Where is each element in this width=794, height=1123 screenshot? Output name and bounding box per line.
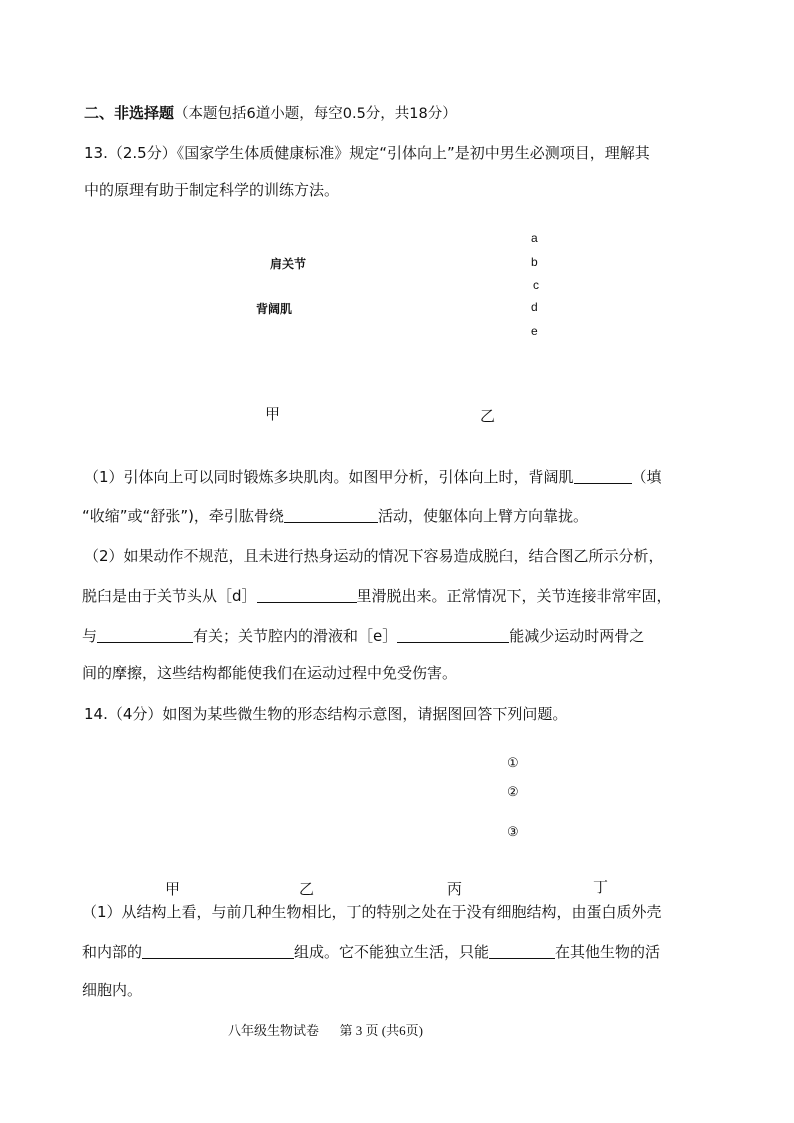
blank-parasitic[interactable] [489,944,555,959]
page-footer [228,1020,423,1039]
section-heading [84,106,457,122]
label-shoulder-joint: 肩关节 [270,257,307,271]
mold-label-3: ③ [507,824,519,839]
q13-p2-text-c2: 有关；关节腔内的滑液和［e］ [193,627,398,645]
q14-p1-line3: 细胞内。 [82,981,143,999]
section-note: （本题包括6道小题，每空0.5分，共18分） [174,106,457,122]
blank-pivot[interactable] [284,508,378,523]
blank-cartilage[interactable] [397,628,509,643]
section-title: 二、非选择题 [84,104,175,122]
q13-p1-line1 [84,469,662,485]
q14-stem: 14.（4分）如图为某些微生物的形态结构示意图，请据图回答下列问题。 [84,705,568,723]
q13-p2-text-c3: 能减少运动时两骨之 [509,627,645,645]
pullup-figure [298,224,396,390]
mold-label-2: ② [507,784,519,799]
phage-drawing [572,764,624,862]
yeast-drawing [278,777,330,853]
q13-p1-text-b: （填 [631,468,662,486]
q13-p2-line1: （2）如果动作不规范，且未进行热身运动的情况下容易造成脱臼，结合图乙所示分析， [84,547,664,565]
q13-p2-text-b2: 里滑脱出来。正常情况下，关节连接非常牢固， [356,587,672,605]
q13-p1-text-d: 活动，使躯体向上臂方向靠拢。 [377,507,588,525]
caption-microbe-bing: 丙 [447,880,463,898]
q13-p1-text-c: “收缩”或“舒张”)，牵引肱骨绕 [82,507,284,525]
label-c: c [533,278,539,292]
mold-label-1: ① [507,755,519,770]
q14-p1-line1: （1）从结构上看，与前几种生物相比，丁的特别之处在于没有细胞结构，由蛋白质外壳 [82,903,662,921]
q13-p2-line2 [82,588,672,604]
bacterium-drawing [119,786,233,865]
footer-subject: 八年级生物试卷 [228,1023,320,1038]
q13-stem-line2: 中的原理有助于制定科学的训练方法。 [84,181,340,199]
q13-stem-line1: 13.（2.5分）《国家学生体质健康标准》规定“引体向上”是初中男生必测项目，理解其 [84,144,650,162]
caption-jia: 甲 [265,405,281,423]
blank-joint-socket[interactable] [257,588,357,603]
footer-page-number: 第 3 页 (共6页) [339,1023,423,1038]
q13-p2-line3 [82,628,644,644]
label-latissimus: 背阔肌 [256,302,293,316]
label-e: e [531,324,538,338]
label-d: d [531,300,538,314]
caption-microbe-jia: 甲 [165,880,181,898]
label-a: a [531,231,538,245]
lat-leader [298,296,320,306]
caption-microbe-ding: 丁 [593,878,609,896]
mold-drawing [388,750,505,855]
label-b: b [531,255,538,269]
q14-p1-text-b2: 组成。它不能独立生活，只能 [294,943,490,961]
blank-lat-action[interactable] [574,469,632,484]
q14-p1-text-b1: 和内部的 [82,943,143,961]
q13-p1-line2 [82,508,588,524]
q13-p2-text-b1: 脱臼是由于关节头从［d］ [82,587,257,605]
q13-p2-line4: 间的摩擦，这些结构都能使我们在运动过程中免受伤害。 [82,664,458,682]
back-muscle-diagram [192,250,262,330]
caption-microbe-yi: 乙 [299,880,315,898]
blank-genetic-material[interactable] [142,944,294,959]
q13-p1-text-a: （1）引体向上可以同时锻炼多块肌肉。如图甲分析，引体向上时，背阔肌 [84,468,574,486]
q14-p1-line2 [82,944,660,960]
caption-yi: 乙 [480,407,496,425]
q14-p1-text-b3: 在其他生物的活 [555,943,661,961]
blank-joint-capsule[interactable] [97,628,193,643]
q13-p2-text-c1: 与 [82,627,98,645]
